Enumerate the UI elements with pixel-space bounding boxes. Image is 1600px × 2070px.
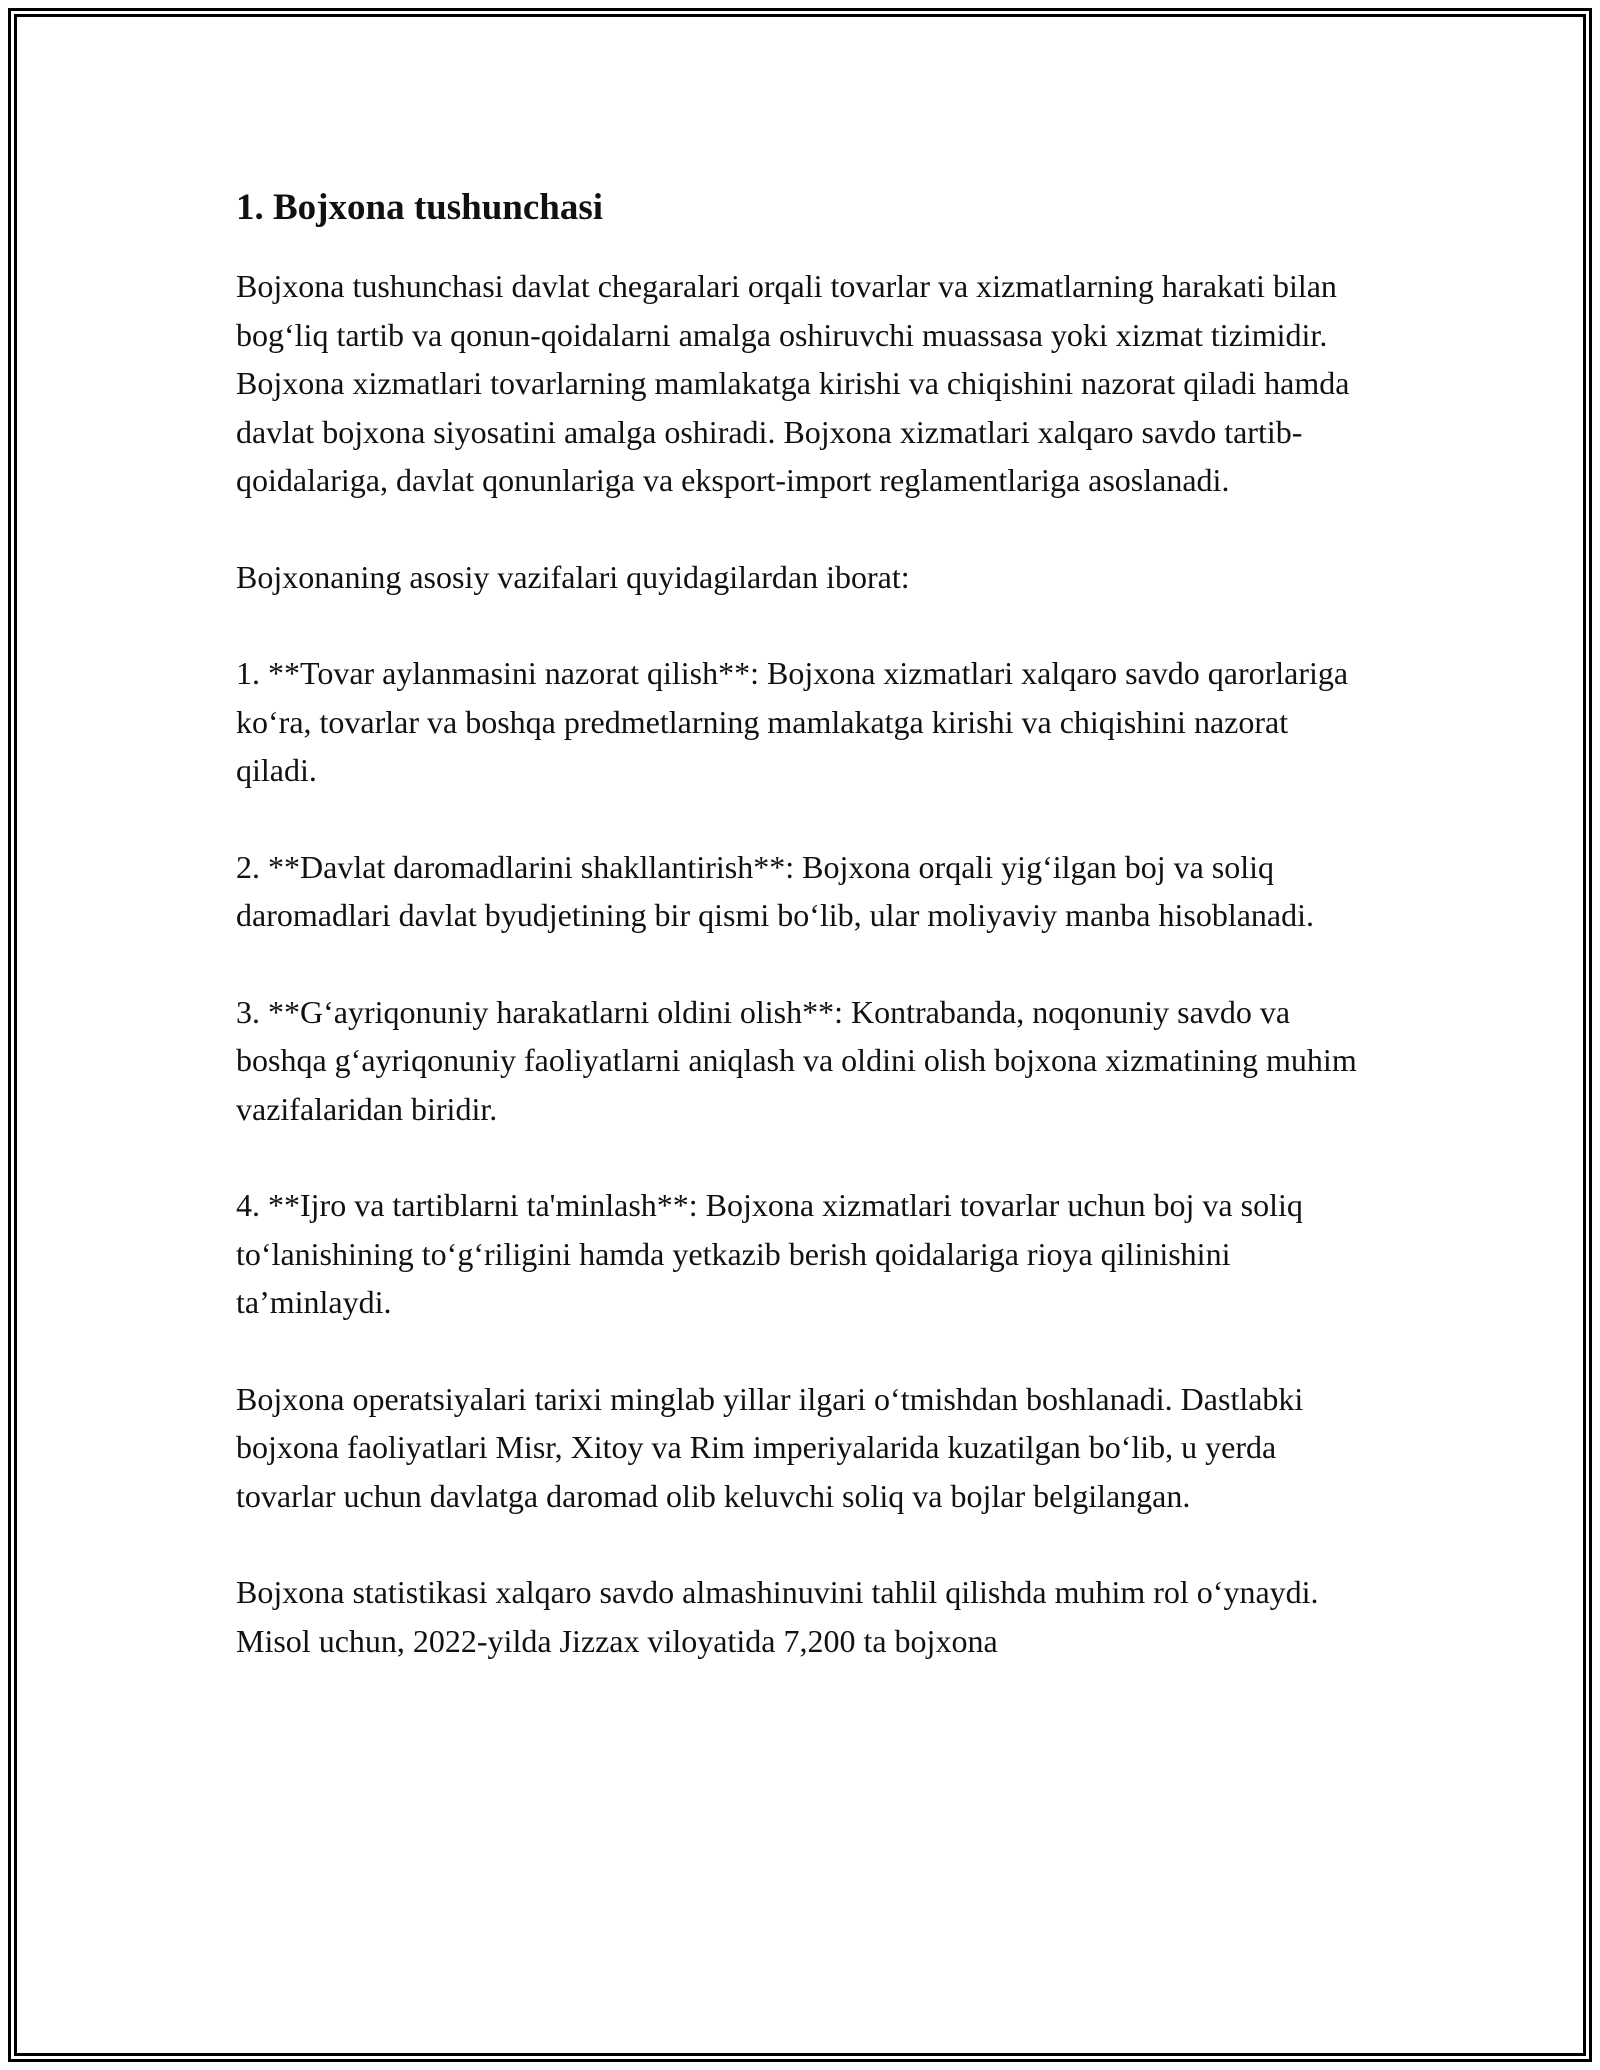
paragraph-task-1: 1. **Tovar aylanmasini nazorat qilish**: Bojxona xizmatlari xalqaro savdo qarorlariga ko‘ra, tovarlar va boshqa predmetlarning mamlakatga kirishi va chiqishini nazorat qiladi. [236, 655, 1349, 789]
paragraph-task-4: 4. **Ijro va tartiblarni ta'minlash**: Bojxona xizmatlari tovarlar uchun boj va soliq to‘lanishining to‘g‘riligini hamda yetkazib berish qoidalariga rioya qilinishini ta’minlaydi. [236, 1187, 1303, 1321]
paragraph-history: Bojxona operatsiyalari tarixi minglab yillar ilgari o‘tmishdan boshlanadi. Dastlabki bojxona faoliyatlari Misr, Xitoy va Rim imperiyalarida kuzatilgan bo‘lib, u yerda tovarlar uchun davlatga daromad olib keluvchi soliq va bojlar belgilangan. [236, 1380, 1304, 1514]
paragraph-tasks-intro: Bojxonaning asosiy vazifalari quyidagilardan iborat: [236, 558, 910, 595]
paragraph-task-3: 3. **G‘ayriqonuniy harakatlarni oldini olish**: Kontrabanda, noqonuniy savdo va boshqa g‘ayriqonuniy faoliyatlarni aniqlash va oldini olish bojxona xizmatining muhim vazifalaridan biridir. [236, 993, 1357, 1127]
paragraph-statistics: Bojxona statistikasi xalqaro savdo almashinuvini tahlil qilishda muhim rol o‘ynaydi. Misol uchun, 2022-yilda Jizzax viloyatida 7,200 ta bojxona [236, 1574, 1319, 1659]
paragraph-definition: Bojxona tushunchasi davlat chegaralari orqali tovarlar va xizmatlarning harakati bilan bog‘liq tartib va qonun-qoidalarni amalga oshiruvchi muassasa yoki xizmat tizimidir. Bojxona xizmatlari tovarlarning mamlakatga kirishi va chiqishini nazorat qiladi hamda davlat bojxona siyosatini amalga oshiradi. Bojxona xizmatlari xalqaro savdo tartib-qoidalariga, davlat qonunlariga va eksport-import reglamentlariga asoslanadi. [236, 268, 1350, 499]
paragraph-task-2: 2. **Davlat daromadlarini shakllantirish**: Bojxona orqali yig‘ilgan boj va soliq daromadlari davlat byudjetining bir qismi bo‘lib, ular moliyaviy manba hisoblanadi. [236, 848, 1314, 934]
document-body [236, 184, 1376, 1713]
document-title: 1. Bojxona tushunchasi [236, 187, 604, 228]
